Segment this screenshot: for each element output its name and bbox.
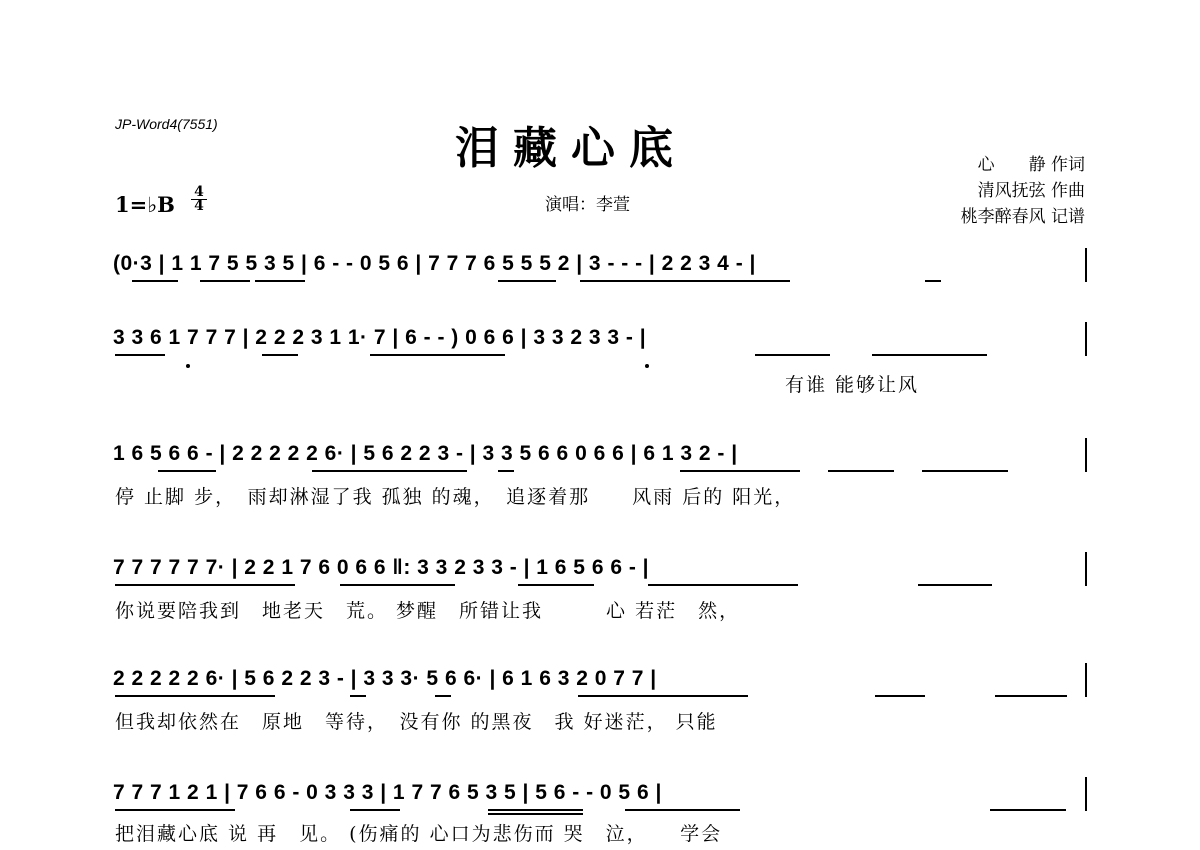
staff-line-3: 1 6 5 6 6 - | 2 2 2 2 2 6· | 5 6 2 2 3 - | 3 3 5 6 6 0 6 6 | 6 1 3 2 - |: [113, 442, 738, 465]
end-barline-6: [1085, 777, 1087, 811]
beam-underline: [115, 354, 165, 356]
beam-underline: [435, 695, 451, 697]
beam-underline: [875, 695, 925, 697]
time-signature-numerator: 4: [191, 186, 207, 200]
beam-underline: [312, 470, 467, 472]
beam-underline: [350, 809, 400, 811]
low-octave-dot: [645, 364, 649, 368]
lyrics-line-6: 把泪藏心底 说 再 见。 (伤痛的 心口为悲伤而 哭 泣， 学会: [115, 823, 723, 845]
software-watermark: JP-Word4(7551): [115, 116, 218, 132]
beam-underline: [625, 809, 740, 811]
beam-underline: [115, 695, 275, 697]
beam-underline: [680, 470, 800, 472]
beam-underline: [578, 695, 748, 697]
beam-underline: [518, 584, 594, 586]
beam-underline: [918, 584, 992, 586]
beam-underline: [995, 695, 1067, 697]
beam-underline: [132, 280, 178, 282]
beam-underline: [925, 280, 941, 282]
lyricist-credit: 心 静 作词: [977, 155, 1085, 175]
time-signature: [191, 186, 207, 213]
time-signature-denominator: 4: [194, 198, 204, 214]
beam-underline: [255, 280, 305, 282]
beam-underline: [872, 354, 987, 356]
transcriber-credit: 桃李醉春风 记谱: [960, 207, 1085, 227]
beam-underline: [580, 280, 790, 282]
beam-underline: [648, 584, 798, 586]
beam-underline: [115, 809, 235, 811]
beam-underline: [498, 280, 556, 282]
lyrics-line-3: 停 止脚 步， 雨却淋湿了我 孤独 的魂， 追逐着那 风雨 后的 阳光，: [115, 486, 796, 508]
lyrics-line-5: 但我却依然在 原地 等待， 没有你 的黑夜 我 好迷茫， 只能: [115, 711, 718, 733]
staff-line-6: 7 7 7 1 2 1 | 7 6 6 - 0 3 3 3 | 1 7 7 6 5 3 5 | 5 6 - - 0 5 6 |: [113, 781, 662, 804]
beam-underline: [340, 584, 455, 586]
beam-underline: [262, 354, 298, 356]
beam-underline: [990, 809, 1066, 811]
beam-underline: [370, 354, 505, 356]
end-barline-4: [1085, 552, 1087, 586]
low-octave-dot: [186, 364, 190, 368]
composer-credit: 清风抚弦 作曲: [977, 181, 1085, 201]
beam-underline: [158, 470, 216, 472]
beam-underline: [498, 470, 514, 472]
beam-underline: [115, 584, 295, 586]
beam-underline: [200, 280, 250, 282]
beam-underline: [488, 813, 583, 815]
lyrics-line-2: 有谁 能够让风: [785, 374, 920, 396]
beam-underline: [488, 809, 583, 811]
end-barline-5: [1085, 663, 1087, 697]
song-title: 泪藏心底: [455, 123, 687, 174]
end-barline-3: [1085, 438, 1087, 472]
lyrics-line-4: 你说要陪我到 地老天 荒。 梦醒 所错让我 心 若茫 然，: [115, 600, 741, 622]
singer-credit: 演唱：李萱: [545, 195, 630, 215]
end-barline-1: [1085, 248, 1087, 282]
key-signature: 1=♭B: [115, 192, 175, 217]
beam-underline: [350, 695, 366, 697]
beam-underline: [828, 470, 894, 472]
staff-line-5: 2 2 2 2 2 6· | 5 6 2 2 3 - | 3 3 3· 5 6 6· | 6 1 6 3 2 0 7 7 |: [113, 667, 657, 690]
beam-underline: [755, 354, 830, 356]
staff-line-2: 3 3 6 1 7 7 7 | 2 2 2 3 1 1· 7 | 6 - - ) 0 6 6 | 3 3 2 3 3 - |: [113, 326, 647, 349]
staff-line-1: (0·3 | 1 1 7 5 5 3 5 | 6 - - 0 5 6 | 7 7 7 6 5 5 5 2 | 3 - - - | 2 2 3 4 - |: [113, 252, 756, 275]
beam-underline: [922, 470, 1008, 472]
end-barline-2: [1085, 322, 1087, 356]
staff-line-4: 7 7 7 7 7 7· | 2 2 1 7 6 0 6 6 ‖: 3 3 2 3 3 - | 1 6 5 6 6 - |: [113, 556, 650, 579]
